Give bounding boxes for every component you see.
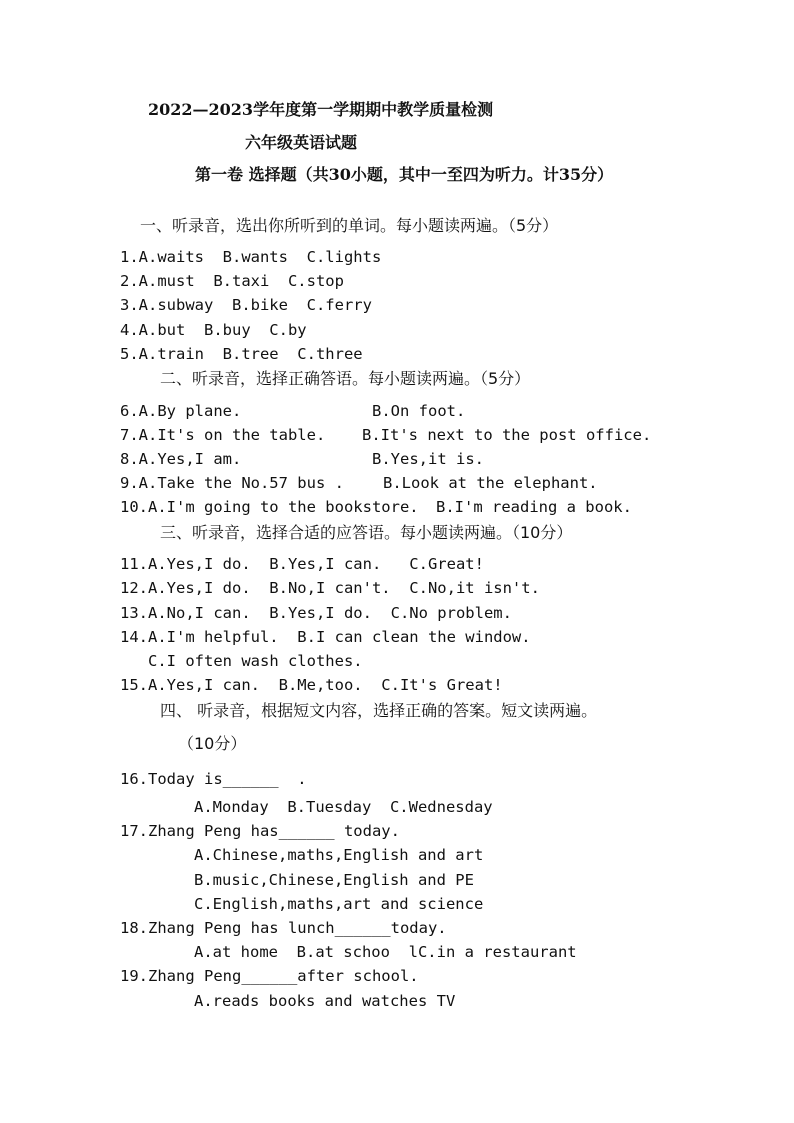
option-a: 10.A.I'm going to the bookstore.	[120, 498, 419, 516]
question-17-option-c: C.English,maths,art and science	[194, 895, 484, 913]
section2-heading: 二、听录音，选择正确答语。每小题读两遍。（5分）	[160, 369, 531, 388]
section3-heading: 三、听录音，选择合适的应答语。每小题读两遍。（10分）	[160, 523, 573, 542]
question-14: 14.A.I'm helpful. B.I can clean the window.	[120, 628, 531, 646]
question-16: 16.Today is______ .	[120, 770, 307, 788]
section4-heading: 四、 听录音，根据短文内容，选择正确的答案。短文读两遍。	[160, 701, 598, 720]
option-b: B.On foot.	[372, 402, 466, 420]
question-17-option-a: A.Chinese,maths,English and art	[194, 846, 484, 864]
question-11: 11.A.Yes,I do. B.Yes,I can. C.Great!	[120, 555, 484, 573]
question-18: 18.Zhang Peng has lunch______today.	[120, 919, 447, 937]
question-13: 13.A.No,I can. B.Yes,I do. C.No problem.	[120, 604, 512, 622]
option-b: B.Look at the elephant.	[383, 474, 598, 492]
question-19: 19.Zhang Peng______after school.	[120, 967, 419, 985]
option-b: B.Yes,it is.	[372, 450, 484, 468]
exam-title: 2022—2023学年度第一学期期中教学质量检测	[148, 100, 494, 119]
option-a: 7.A.It's on the table.	[120, 426, 326, 444]
part-heading: 第一卷 选择题（共30小题，其中一至四为听力。计35分）	[195, 165, 614, 184]
option-a: 6.A.By plane.	[120, 402, 242, 420]
option-a: 9.A.Take the No.57 bus .	[120, 474, 344, 492]
question-3: 3.A.subway B.bike C.ferry	[120, 296, 372, 314]
exam-subtitle: 六年级英语试题	[245, 133, 358, 152]
section1-heading: 一、听录音，选出你所听到的单词。每小题读两遍。（5分）	[140, 216, 559, 235]
question-12: 12.A.Yes,I do. B.No,I can't. C.No,it isn't.	[120, 579, 540, 597]
question-15: 15.A.Yes,I can. B.Me,too. C.It's Great!	[120, 676, 503, 694]
question-14-option-c: C.I often wash clothes.	[148, 652, 363, 670]
question-5: 5.A.train B.tree C.three	[120, 345, 363, 363]
question-1: 1.A.waits B.wants C.lights	[120, 248, 382, 266]
question-16-options: A.Monday B.Tuesday C.Wednesday	[194, 798, 493, 816]
section4-score: （10分）	[178, 734, 247, 753]
question-4: 4.A.but B.buy C.by	[120, 321, 307, 339]
question-19-option-a: A.reads books and watches TV	[194, 992, 456, 1010]
question-18-options: A.at home B.at schoo lC.in a restaurant	[194, 943, 577, 961]
option-b: B.It's next to the post office.	[362, 426, 652, 444]
question-17: 17.Zhang Peng has______ today.	[120, 822, 400, 840]
question-2: 2.A.must B.taxi C.stop	[120, 272, 344, 290]
option-a: 8.A.Yes,I am.	[120, 450, 242, 468]
question-17-option-b: B.music,Chinese,English and PE	[194, 871, 474, 889]
option-b: B.I'm reading a book.	[436, 498, 632, 516]
